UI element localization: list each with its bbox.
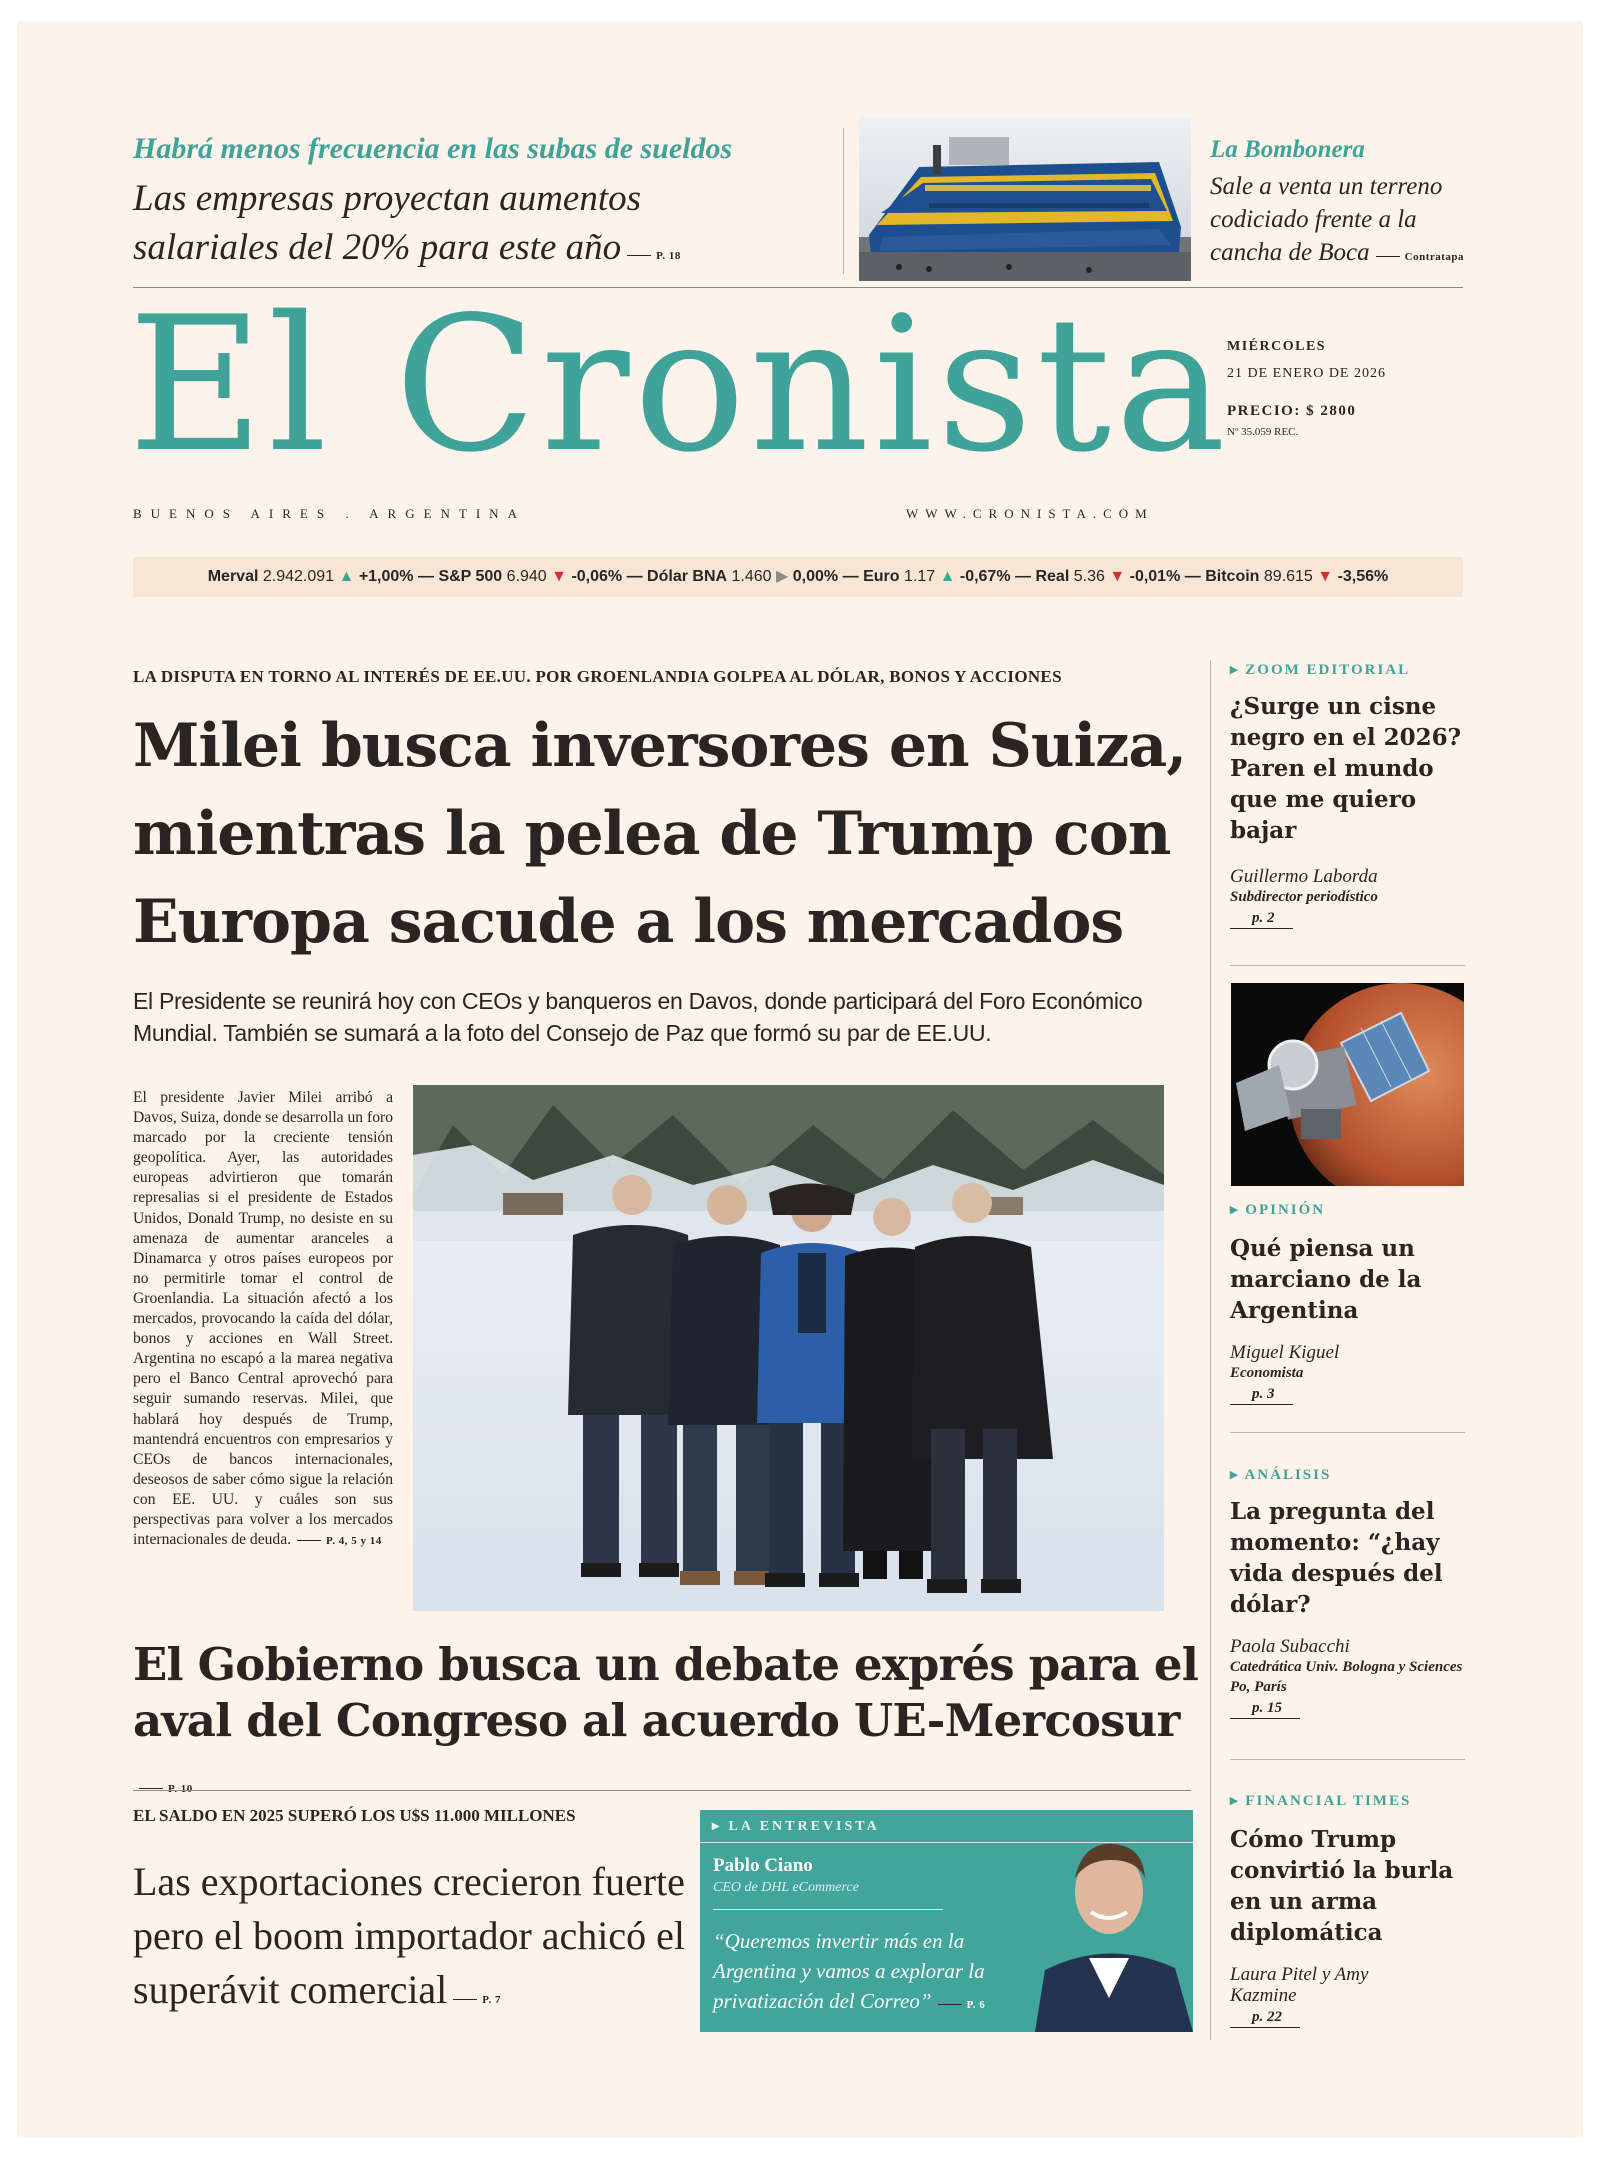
sidebar-item-label: ▸ FINANCIAL TIMES (1230, 1793, 1412, 1809)
interview-quote: “Queremos invertir más en la Argentina y vamos a explorar la privatización del Correo” P. 6 (713, 1929, 986, 2013)
sidebar-item-page: p. 2 (1230, 910, 1293, 929)
ticker-item-euro: Euro 1.17 ▲ -0,67% (863, 568, 1011, 585)
top-left-kicker[interactable]: Habrá menos frecuencia en las subas de sueldos (133, 132, 733, 165)
sidebar-item-headline: Cómo Trump convirtió la burla en un arma diplomática (1230, 1826, 1454, 1946)
arrow-up-icon: ▲ (338, 568, 355, 585)
sidebar-item-role: Catedrática Univ. Bologna y Sciences Po, París (1230, 1659, 1463, 1695)
sidebar-rule (1230, 1432, 1465, 1433)
arrow-flat-icon: ▶ (776, 568, 789, 585)
second-headline-text: El Gobierno busca un debate exprés para el aval del Congreso al acuerdo UE-Mercosur (133, 1638, 1198, 1747)
arrow-down-icon: ▼ (1317, 568, 1334, 585)
snow-group-illustration (413, 1085, 1164, 1611)
sidebar-item-analisis[interactable] (1230, 1465, 1470, 1719)
sidebar-item-role: Subdirector periodístico (1230, 889, 1378, 905)
sidebar-item-headline: Qué piensa un marciano de la Argentina (1230, 1235, 1422, 1324)
main-body-page-ref: P. 4, 5 y 14 (297, 1535, 382, 1547)
issue-day: MIÉRCOLES (1227, 339, 1327, 354)
ticker-item-bitcoin: Bitcoin 89.615 ▼ -3,56% (1205, 568, 1389, 585)
triangle-icon: ▸ (1230, 662, 1246, 678)
interview-divider (713, 1909, 943, 1910)
sidebar-item-author: Paola Subacchi (1230, 1636, 1350, 1657)
sidebar-item-financial-times[interactable] (1230, 1791, 1470, 2028)
triangle-icon: ▸ (1230, 1793, 1246, 1809)
arrow-up-icon: ▲ (939, 568, 956, 585)
ticker-item-dolar: Dólar BNA 1.460 ▶ 0,00% (647, 568, 839, 585)
sidebar-rule (1230, 965, 1465, 966)
sidebar-item-headline: La pregunta del momento: “¿hay vida después del dólar? (1230, 1498, 1443, 1618)
arrow-down-icon: ▼ (1109, 568, 1126, 585)
masthead-website[interactable]: WWW.CRONISTA.COM (906, 506, 1154, 521)
interview-page-ref: P. 6 (938, 1999, 986, 2011)
sidebar-item-zoom-editorial[interactable] (1230, 660, 1465, 929)
top-right-kicker[interactable]: La Bombonera (1210, 136, 1365, 163)
main-kicker: LA DISPUTA EN TORNO AL INTERÉS DE EE.UU. POR GROENLANDIA GOLPEA AL DÓLAR, BONOS Y ACCIONES (133, 667, 1062, 686)
ticker-item-real: Real 5.36 ▼ -0,01% (1035, 568, 1181, 585)
interview-role: CEO de DHL eCommerce (713, 1880, 859, 1895)
third-headline-text: Las exportaciones crecieron fuerte pero el boom importador achicó el superávit comercial (133, 1859, 686, 2012)
masthead-city: BUENOS AIRES . ARGENTINA (133, 506, 526, 521)
sidebar-item-label: ▸ ANÁLISIS (1230, 1467, 1332, 1483)
triangle-icon: ▸ (1230, 1467, 1245, 1483)
masthead-logo[interactable]: El Cronista (128, 276, 1230, 493)
issue-date: 21 DE ENERO DE 2026 (1227, 366, 1386, 381)
interviewee-portrait (1025, 1820, 1193, 2032)
main-body-paragraph: El presidente Javier Milei arribó a Davos, Suiza, donde se desarrolla un foro marcado por la creciente tensión geopolítica. Ayer, las autoridades europeas advirtieron que tomarán represalias si el presidente de Estados Unidos, Donald Trump, no desiste en su amenaza de aumentar aranceles a Dinamarca y otros países europeos por no permitirle tomar el control de Groenlandia. La situación afectó a los mercados, provocando la caída del dólar, bonos y acciones en Wall Street. Argentina no escapó a la marea negativa pero el Banco Central aprovechó para seguir sumando reservas. Milei, que hablará hoy después de Trump, mantendrá encuentros con empresarios y CEOs de bancos internacionales, deseosos de saber cómo sigue la relación con EE. UU. y cuáles son sus perspectivas para volver a los mercados internacionales de deuda. (133, 1089, 393, 1549)
sidebar-item-label: ▸ ZOOM EDITORIAL (1230, 662, 1411, 678)
main-headline[interactable]: Milei busca inversores en Suiza, mientras la pelea de Trump con Europa sacude a los mercados (133, 711, 1187, 957)
interview-label: ▸ LA ENTREVISTA (712, 1819, 880, 1834)
mars-illustration (1231, 983, 1464, 1186)
stadium-illustration (859, 117, 1191, 281)
top-right-headline[interactable] (1210, 170, 1475, 274)
second-page-ref: P. 10 (139, 1783, 193, 1795)
sidebar-item-headline: ¿Surge un cisne negro en el 2026? Paren el mundo que me quiero bajar (1230, 693, 1462, 844)
top-right-page-ref: Contratapa (1376, 251, 1464, 263)
mars-spacecraft-image[interactable] (1231, 983, 1464, 1186)
sidebar-item-opinion[interactable] (1230, 1200, 1465, 1405)
third-kicker: EL SALDO EN 2025 SUPERÓ LOS U$S 11.000 MILLONES (133, 1806, 576, 1825)
sidebar-item-label: ▸ OPINIÓN (1230, 1202, 1326, 1218)
top-divider (843, 128, 844, 274)
top-right-headline-text: Sale a venta un terreno codiciado frente a la cancha de Boca (1210, 173, 1443, 266)
issue-number: Nº 35.059 REC. (1227, 426, 1299, 438)
interview-box[interactable] (700, 1810, 1193, 2032)
third-headline[interactable] (133, 1855, 693, 2027)
third-page-ref: P. 7 (453, 1994, 501, 2006)
ticker-item-merval: Merval 2.942.091 ▲ +1,00% (207, 568, 414, 585)
ticker-item-sp500: S&P 500 6.940 ▼ -0,06% (438, 568, 623, 585)
top-left-headline[interactable] (133, 174, 733, 281)
davos-group-photo[interactable] (413, 1085, 1164, 1611)
sidebar-item-author: Guillermo Laborda (1230, 866, 1378, 887)
triangle-icon: ▸ (712, 1819, 729, 1834)
arrow-down-icon: ▼ (551, 568, 567, 585)
sidebar-rule (1230, 1759, 1465, 1760)
sidebar-divider (1210, 660, 1211, 2040)
interview-name: Pablo Ciano (713, 1855, 813, 1876)
sidebar-item-author: Miguel Kiguel (1230, 1342, 1340, 1363)
main-body-text (133, 1088, 393, 1618)
triangle-icon: ▸ (1230, 1202, 1246, 1218)
sidebar-item-author: Laura Pitel y Amy Kazmine (1230, 1964, 1369, 2006)
sidebar-item-page: p. 3 (1230, 1386, 1293, 1405)
market-ticker-bar: Merval 2.942.091 ▲ +1,00% — S&P 500 6.940 ▼ -0,06% — Dólar BNA 1.460 ▶ 0,00% — Euro 1.17 ▲ -0,67% — Real 5.36 ▼ -0,01% — Bitcoin 89.615 ▼ -3,56% (133, 557, 1463, 597)
main-deck: El Presidente se reunirá hoy con CEOs y banqueros en Davos, donde participará del Foro Económico Mundial. También se sumará a la foto del Consejo de Paz que formó su par de EE.UU. (133, 988, 1143, 1046)
top-left-page-ref: P. 18 (627, 250, 681, 262)
lower-rule (133, 1790, 1191, 1791)
sidebar-item-page: p. 15 (1230, 1700, 1300, 1719)
sidebar-item-page: p. 22 (1230, 2009, 1300, 2028)
top-left-headline-text: Las empresas proyectan aumentos salariales del 20% para este año (133, 178, 642, 268)
issue-price: PRECIO: $ 2800 (1227, 403, 1357, 419)
bombonera-stadium-photo[interactable] (859, 117, 1191, 281)
sidebar-item-role: Economista (1230, 1365, 1304, 1381)
